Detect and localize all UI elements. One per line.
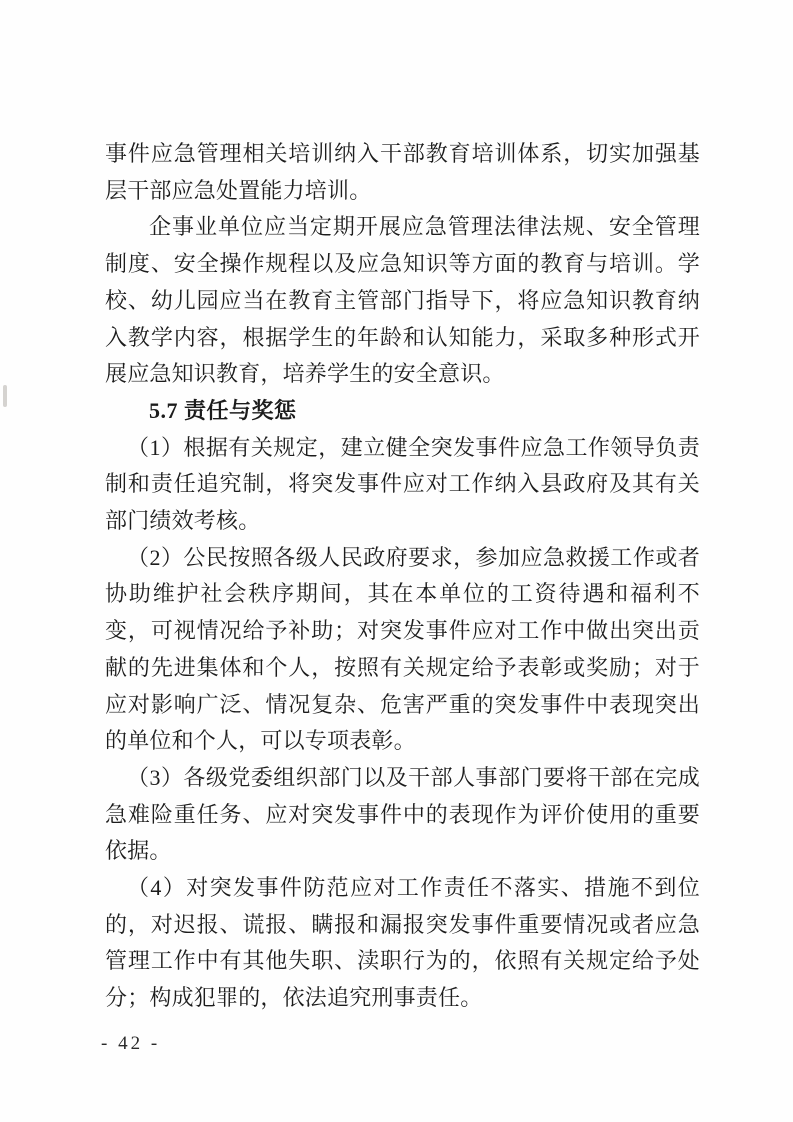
document-body — [105, 136, 700, 1017]
numbered-item-2: （2）公民按照各级人民政府要求，参加应急救援工作或者协助维护社会秩序期间，其在本单位的工资待遇和福利不变，可视情况给予补助；对突发事件应对工作中做出突出贡献的先进集体和个人，按照有关规定给予表彰或奖励；对于应对影响广泛、情况复杂、危害严重的突发事件中表现突出的单位和个人，可以专项表彰。 — [105, 544, 700, 754]
paragraph-continuation: 事件应急管理相关培训纳入干部教育培训体系，切实加强基层干部应急处置能力培训。 — [105, 141, 700, 203]
paragraph-education-training: 企事业单位应当定期开展应急管理法律法规、安全管理制度、安全操作规程以及应急知识等方面的教育与培训。学校、幼儿园应当在教育主管部门指导下，将应急知识教育纳入教学内容，根据学生的年龄和认知能力，采取多种形式开展应急知识教育，培养学生的安全意识。 — [105, 214, 700, 387]
numbered-item-3: （3）各级党委组织部门以及干部人事部门要将干部在完成急难险重任务、应对突发事件中的表现作为评价使用的重要依据。 — [105, 764, 700, 864]
numbered-item-4: （4）对突发事件防范应对工作责任不落实、措施不到位的，对迟报、谎报、瞒报和漏报突发事件重要情况或者应急管理工作中有其他失职、渎职行为的，依照有关规定给予处分；构成犯罪的，依法追究刑事责任。 — [105, 875, 700, 1011]
numbered-item-1: （1）根据有关规定，建立健全突发事件应急工作领导负责制和责任追究制，将突发事件应对工作纳入县政府及其有关部门绩效考核。 — [105, 434, 700, 534]
scan-smudge-mark — [3, 385, 7, 407]
section-heading-responsibility-rewards: 5.7 责任与奖惩 — [149, 397, 297, 423]
page-number: - 42 - — [101, 1033, 161, 1054]
